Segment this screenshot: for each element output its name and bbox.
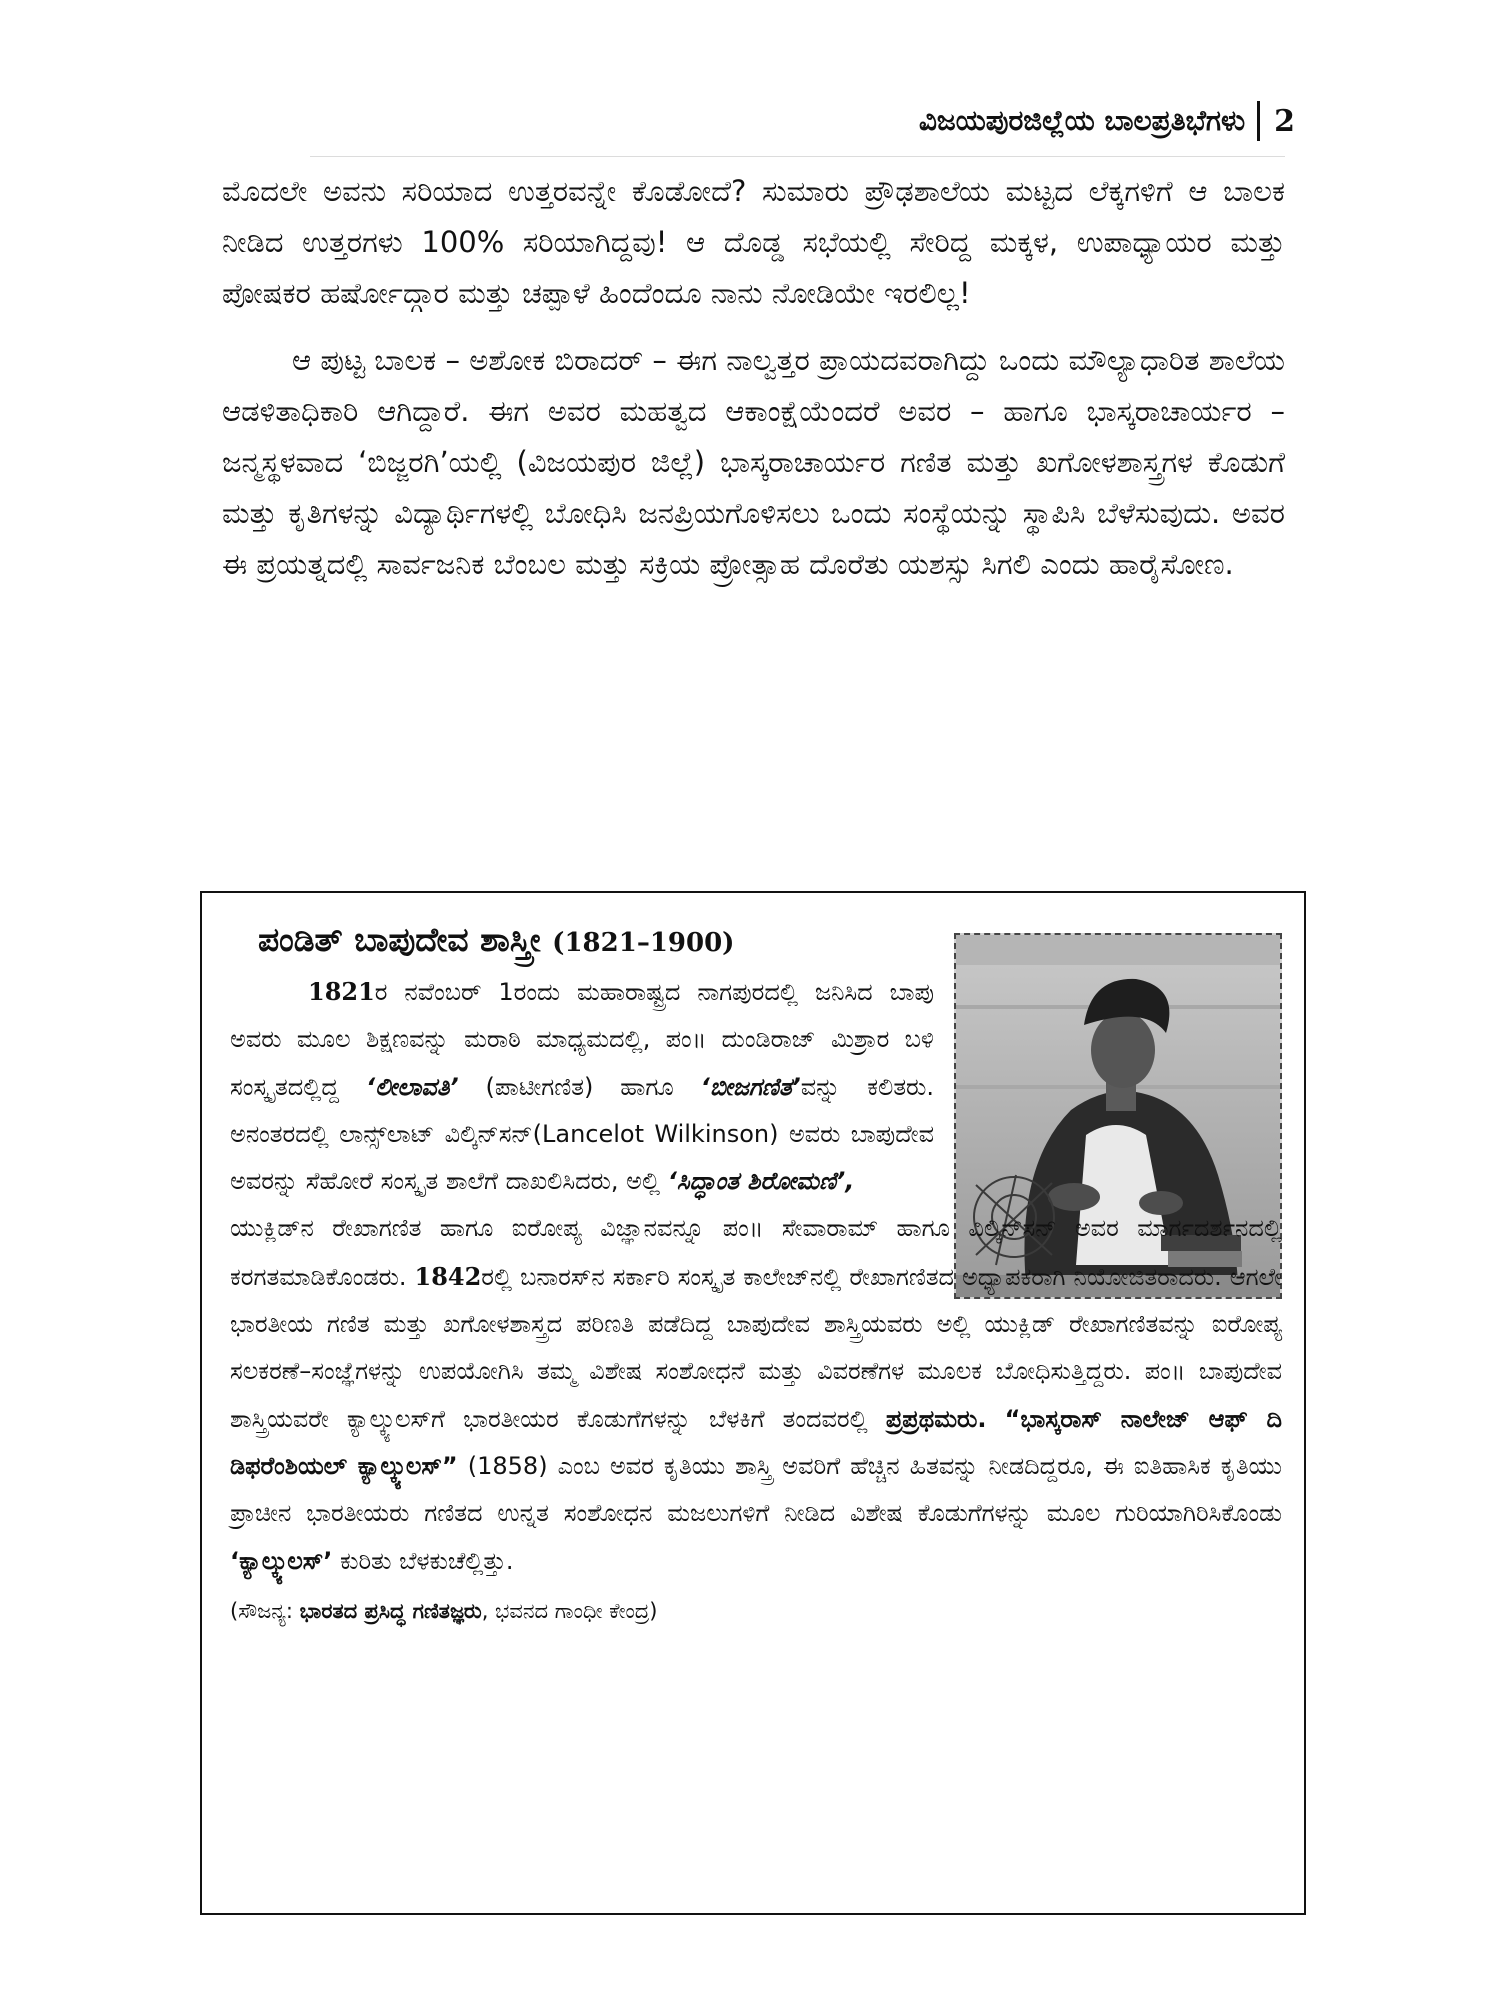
body-text: [222, 166, 1285, 606]
text-segment: ರಲ್ಲಿ ಬನಾರಸ್‌ನ ಸರ್ಕಾರಿ ಸಂಸ್ಕೃತ ಕಾಲೇಜ್‌ನಲ್ಲಿ ರೇಖಾಗಣಿತದ ಅಧ್ಯಾಪಕರಾಗಿ ನಿಯೋಜಿತರಾದರು. ಆಗಲೇ ಭಾರತೀಯ ಗಣಿತ ಮತ್ತು ಖಗೋಳಶಾಸ್ತ್ರದ ಪರಿಣತಿ ಪಡೆದಿದ್ದ ಬಾಪುದೇವ ಶಾಸ್ತ್ರಿಯವರು ಅಲ್ಲಿ ಯುಕ್ಲಿಡ್ ರೇಖಾಗಣಿತವನ್ನು ಐರೋಪ್ಯ ಸಲಕರಣೆ–ಸಂಜ್ಞೆಗಳನ್ನು ಉಪಯೋಗಿಸಿ ತಮ್ಮ ವಿಶೇಷ ಸಂಶೋಧನೆ ಮತ್ತು ವಿವರಣೆಗಳ ಮೂಲಕ ಬೋಧಿಸುತ್ತಿದ್ದರು. ಪಂ॥ ಬಾಪುದೇವ ಶಾಸ್ತ್ರಿಯವರೇ ಕ್ಯಾಲ್ಕ್ಯುಲಸ್‌ಗೆ ಭಾರತೀಯರ ಕೊಡುಗೆಗಳನ್ನು ಬೆಳಕಿಗೆ ತಂದವರಲ್ಲಿ: [230, 1262, 1282, 1433]
page-number: 2: [1274, 103, 1295, 139]
header-rule: [310, 156, 1285, 157]
source-credit: [230, 1591, 1282, 1631]
book-title-bold: “ಭಾಸ್ಕರಾಸ್ ನಾಲೇಜ್ ಆಫ್ ದಿ ಡಿಫರೆಂಶಿಯಲ್ ಕ್ಯಾಲ್ಕ್ಯುಲಸ್”: [230, 1404, 1282, 1480]
box-title: ಪಂಡಿತ್ ಬಾಪುದೇವ ಶಾಸ್ತ್ರೀ: [258, 920, 541, 959]
paragraph-1: ಮೊದಲೇ ಅವನು ಸರಿಯಾದ ಉತ್ತರವನ್ನೇ ಕೊಡೋದೆ? ಸುಮಾರು ಪ್ರೌಢಶಾಲೆಯ ಮಟ್ಟದ ಲೆಕ್ಕಗಳಿಗೆ ಆ ಬಾಲಕ ನೀಡಿದ ಉತ್ತರಗಳು 100% ಸರಿಯಾಗಿದ್ದವು! ಆ ದೊಡ್ಡ ಸಭೆಯಲ್ಲಿ ಸೇರಿದ್ದ ಮಕ್ಕಳ, ಉಪಾಧ್ಯಾಯರ ಮತ್ತು ಪೋಷಕರ ಹರ್ಷೋದ್ಗಾರ ಮತ್ತು ಚಪ್ಪಾಳೆ ಹಿಂದೆಂದೂ ನಾನು ನೋಡಿಯೇ ಇರಲಿಲ್ಲ!: [222, 174, 1285, 310]
siddhanta-title: ‘ಸಿದ್ಧಾಂತ ಶಿರೋಮಣಿ’,: [667, 1167, 855, 1196]
pratham-word: ಪ್ರಪ್ರಥಮರು.: [885, 1404, 987, 1433]
year-1821: 1821: [308, 977, 375, 1006]
text-segment: ಯುಕ್ಲಿಡ್‌ನ ರೇಖಾಗಣಿತ ಹಾಗೂ ಐರೋಪ್ಯ ವಿಜ್ಞಾನವನ್ನೂ ಪಂ॥ ಸೇವಾರಾಮ್ ಹಾಗೂ ವಿಲ್ಕಿನ್‌ಸನ್ ಅವರ ಮಾರ್ಗದರ್ಶನದಲ್ಲಿ ಕರಗತಮಾಡಿಕೊಂಡರು.: [230, 1214, 1282, 1291]
text-segment: [986, 1405, 1004, 1433]
biography-text: [230, 968, 1282, 1585]
biography-box: [200, 891, 1306, 1915]
lilavati-title: ‘ಲೀಲಾವತಿ’: [365, 1072, 459, 1101]
box-content: [230, 915, 1282, 1631]
box-heading: [258, 915, 1282, 968]
text-segment: ಕುರಿತು ಬೆಳಕುಚೆಲ್ಲಿತ್ತು.: [332, 1546, 514, 1575]
page-header: [919, 100, 1295, 142]
text-segment: ವನ್ನು ಕಲಿತರು. ಅನಂತರದಲ್ಲಿ ಲಾನ್ಸ್‌ಲಾಟ್ ವಿಲ್ಕಿನ್‌ಸನ್(Lancelot Wilkinson) ಅವರು ಬಾಪುದೇವ ಅವರನ್ನು ಸೆಹೋರೆ ಸಂಸ್ಕೃತ ಶಾಲೆಗೆ ದಾಖಲಿಸಿದರು, ಅಲ್ಲಿ: [230, 1072, 934, 1196]
year-1842: 1842: [414, 1261, 482, 1291]
source-prefix: (ಸೌಜನ್ಯ:: [230, 1598, 300, 1623]
paragraph-2: ಆ ಪುಟ್ಟ ಬಾಲಕ – ಅಶೋಕ ಬಿರಾದರ್ – ಈಗ ನಾಲ್ವತ್ತರ ಪ್ರಾಯದವರಾಗಿದ್ದು ಒಂದು ಮೌಲ್ಯಾಧಾರಿತ ಶಾಲೆಯ ಆಡಳಿತಾಧಿಕಾರಿ ಆಗಿದ್ದಾರೆ. ಈಗ ಅವರ ಮಹತ್ವದ ಆಕಾಂಕ್ಷೆಯೆಂದರೆ ಅವರ – ಹಾಗೂ ಭಾಸ್ಕರಾಚಾರ್ಯರ – ಜನ್ಮಸ್ಥಳವಾದ ‘ಬಿಜ್ಜರಗಿ’ಯಲ್ಲಿ (ವಿಜಯಪುರ ಜಿಲ್ಲೆ) ಭಾಸ್ಕರಾಚಾರ್ಯರ ಗಣಿತ ಮತ್ತು ಖಗೋಳಶಾಸ್ತ್ರಗಳ ಕೊಡುಗೆ ಮತ್ತು ಕೃತಿಗಳನ್ನು ವಿದ್ಯಾರ್ಥಿಗಳಲ್ಲಿ ಬೋಧಿಸಿ ಜನಪ್ರಿಯಗೊಳಿಸಲು ಒಂದು ಸಂಸ್ಥೆಯನ್ನು ಸ್ಥಾಪಿಸಿ ಬೆಳೆಸುವುದು. ಅವರ ಈ ಪ್ರಯತ್ನದಲ್ಲಿ ಸಾರ್ವಜನಿಕ ಬೆಂಬಲ ಮತ್ತು ಸಕ್ರಿಯ ಪ್ರೋತ್ಸಾಹ ದೊರೆತು ಯಶಸ್ಸು ಸಿಗಲಿ ಎಂದು ಹಾರೈಸೋಣ.: [222, 343, 1285, 581]
book-title: ವಿಜಯಪುರಜಿಲ್ಲೆಯ ಬಾಲಪ್ರತಿಭೆಗಳು: [918, 104, 1246, 137]
text-segment: (1858) ಎಂಬ ಅವರ ಕೃತಿಯು ಶಾಸ್ತ್ರಿ ಅವರಿಗೆ ಹೆಚ್ಚಿನ ಹಿತವನ್ನು ನೀಡದಿದ್ದರೂ, ಈ ಐತಿಹಾಸಿಕ ಕೃತಿಯು ಪ್ರಾಚೀನ ಭಾರತೀಯರು ಗಣಿತದ ಉನ್ನತ ಸಂಶೋಧನ ಮಜಲುಗಳಿಗೆ ನೀಡಿದ ವಿಶೇಷ ಕೊಡುಗೆಗಳನ್ನು ಮೂಲ ಗುರಿಯಾಗಿರಿಸಿಕೊಂಡು: [230, 1451, 1282, 1528]
box-years: (1821–1900): [552, 928, 735, 958]
text-segment: ರ ನವೆಂಬರ್ 1ರಂದು ಮಹಾರಾಷ್ಟ್ರದ ನಾಗಪುರದಲ್ಲಿ ಜನಿಸಿದ ಬಾಪು ಅವರು ಮೂಲ ಶಿಕ್ಷಣವನ್ನು ಮರಾಠಿ ಮಾಧ್ಯಮದಲ್ಲಿ, ಪಂ॥ ದುಂಡಿರಾಜ್ ಮಿಶ್ರಾರ ಬಳಿ ಸಂಸ್ಕೃತದಲ್ಲಿದ್ದ: [230, 978, 934, 1101]
calculus-word: ‘ಕ್ಯಾಲ್ಕ್ಯುಲಸ್’: [230, 1546, 333, 1575]
bijaganita-title: ‘ಬೀಜಗಣಿತ’: [700, 1072, 801, 1101]
biography-text-wrapped: [230, 968, 934, 1205]
source-book: ಭಾರತದ ಪ್ರಸಿದ್ಧ ಗಣಿತಜ್ಞರು: [299, 1598, 482, 1623]
header-separator: [1257, 101, 1260, 141]
source-suffix: , ಭವನದ ಗಾಂಧೀ ಕೇಂದ್ರ): [481, 1598, 658, 1623]
text-segment: (ಪಾಟೀಗಣಿತ) ಹಾಗೂ: [458, 1072, 701, 1101]
